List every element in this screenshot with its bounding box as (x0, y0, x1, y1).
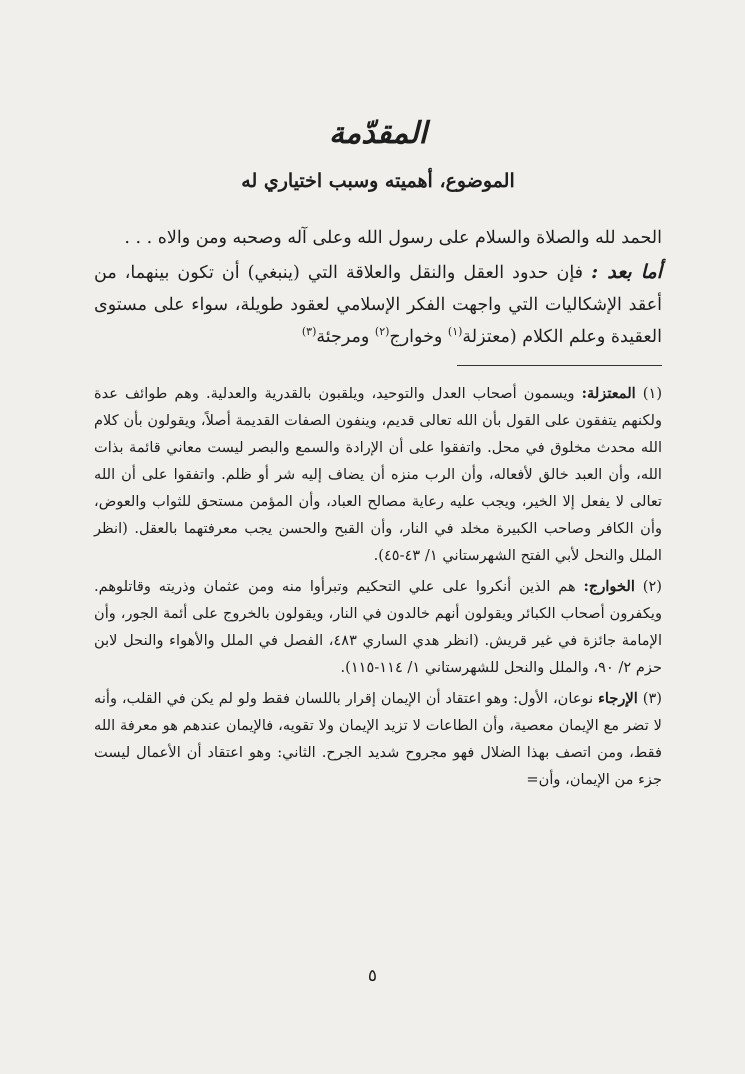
chapter-title: المقدّمة (329, 116, 427, 151)
footnote-term: المعتزلة: (581, 385, 636, 402)
chapter-subtitle: الموضوع، أهميته وسبب اختياري له (241, 170, 515, 192)
page-number: ٥ (367, 966, 378, 986)
footnote-number: (٢) (642, 578, 662, 595)
footnote-ref-3: (٣) (301, 325, 317, 339)
footnote-term: الخوارج: (583, 578, 635, 595)
footnote-1 (94, 380, 662, 569)
footnote-text: ويسمون أصحاب العدل والتوحيد، ويلقبون بالقدرية والعدلية. وهم طوائف عدة ولكنهم يتفقون على القول بأن الله تعالى قديم، وينفون الصفات القديمة أصلاً، ويقولون بأن كلام الله محدث مخلوق في محل. واتفقوا على أن الإرادة والسمع والبصر ليست معاني قائمة بذات الله، وأن العبد خالق لأفعاله، وأن الرب منزه أن يضاف إليه شر أو ظلم. واتفقوا على أن الله تعالى لا يفعل إلا الخير، ويجب عليه رعاية مصالح العباد، وأن المؤمن مستحق للثواب والعوض، وأن الكافر وصاحب الكبيرة مخلد في النار، وأن القبح والحسن يجب معرفتهما بالعقل. (انظر الملل والنحل لأبي الفتح الشهرستاني ١/ ٤٣-٤٥). (94, 385, 662, 564)
opening-paragraph: الحمد لله والصلاة والسلام على رسول الله وعلى آله وصحبه ومن والاه . . . (124, 228, 662, 248)
main-paragraph (94, 256, 662, 353)
lead-word: أما بعد : (591, 261, 662, 283)
footnote-divider (457, 365, 662, 366)
footnote-text: نوعان، الأول: وهو اعتقاد أن الإيمان إقرار باللسان فقط ولو لم يكن في القلب، وأنه لا تضر مع الإيمان معصية، وأن الطاعات لا تزيد الإيمان ولا تقويه، فالإيمان عندهم هو معرفة الله فقط، ومن اتصف بهذا الضلال فهو مجروح شديد الجرح. الثاني: وهو اعتقاد أن الأعمال ليست جزء من الإيمان، وأن= (94, 690, 662, 788)
main-paragraph-part-3: ومرجئة (316, 327, 375, 347)
footnote-number: (١) (642, 385, 663, 402)
footnotes (94, 380, 662, 793)
page-content (94, 112, 662, 797)
main-paragraph-part-2: وخوارج (389, 327, 448, 347)
footnote-number: (٣) (642, 690, 662, 707)
footnote-3 (94, 685, 662, 793)
footnote-term: الإرجاء (598, 690, 638, 707)
footnote-ref-1: (١) (447, 325, 463, 339)
main-paragraph-part-1: فإن حدود العقل والنقل والعلاقة التي (ينبغي) أن تكون بينهما، من أعقد الإشكاليات التي واجهت الفكر الإسلامي لعقود طويلة، سواء على مستوى العقيدة وعلم الكلام (معتزلة (94, 263, 662, 347)
footnote-ref-2: (٢) (374, 325, 390, 339)
footnote-2 (94, 573, 662, 681)
footnote-text: هم الذين أنكروا على علي التحكيم وتبرأوا منه ومن عثمان وذريته وقاتلوهم. ويكفرون أصحاب الكبائر ويقولون أنهم خالدون في النار، ويقولون بالخروج على أئمة الجور، وأن الإمامة جائزة في غير قريش. (انظر هدي الساري ٤٨٣، الفصل في الملل والأهواء والنحل لابن حزم ٢/ ٩٠، والملل والنحل للشهرستاني ١/ ١١٤-١١٥). (94, 578, 663, 676)
